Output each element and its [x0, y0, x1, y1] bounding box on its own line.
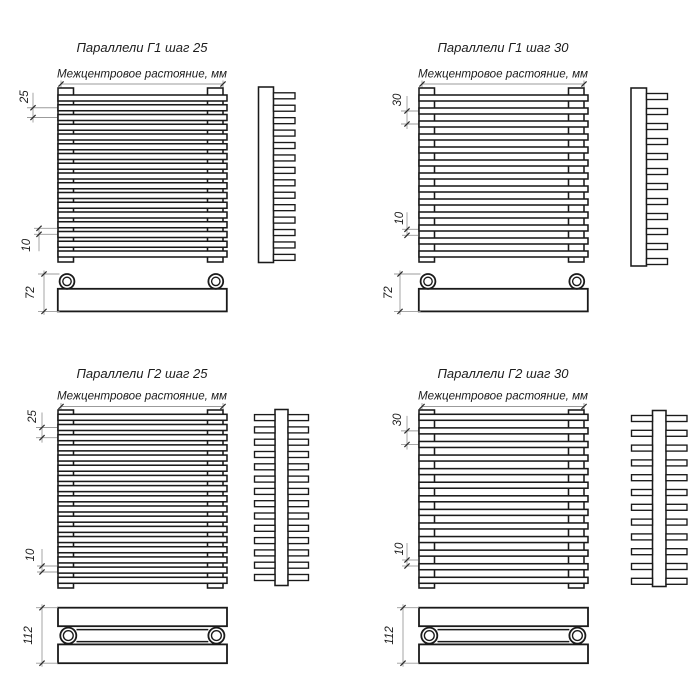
tube — [419, 173, 588, 179]
tube — [58, 547, 227, 553]
tube — [58, 163, 227, 169]
tube-height-dimension — [21, 226, 57, 252]
tube-end-stub — [255, 538, 276, 544]
pitch-dimension-label: 25 — [27, 410, 39, 423]
center-distance-label: Межцентровое растояние, мм — [57, 389, 227, 403]
tube-end-stub — [647, 169, 668, 175]
depth-dimension — [23, 604, 58, 667]
tube-end-stub — [274, 242, 296, 248]
tube — [419, 238, 588, 244]
side-view — [255, 410, 309, 586]
depth-dimension — [25, 271, 60, 315]
pitch-dimension-label: 30 — [392, 413, 404, 427]
tube-end-stub — [255, 513, 276, 519]
tube-end-stub — [255, 488, 276, 494]
tube — [419, 482, 588, 488]
tube-end-stub — [632, 504, 653, 510]
tube-end-stub — [255, 575, 276, 581]
tube-end-stub — [666, 519, 687, 525]
tube — [419, 509, 588, 515]
tube-end-stub — [632, 430, 653, 436]
tube — [419, 225, 588, 231]
quadrant-g2-step25 — [23, 366, 309, 667]
tube-end-stub — [632, 416, 653, 422]
tube — [58, 251, 227, 257]
tube-end-stub — [666, 490, 687, 496]
tube-end-stub — [666, 549, 687, 555]
tube-end-stub — [647, 139, 668, 145]
tube — [419, 134, 588, 140]
bottom-rail-back — [419, 644, 588, 663]
tube — [58, 424, 227, 430]
tube-end-stub — [647, 109, 668, 115]
tube — [58, 193, 227, 199]
tube-end-stub — [647, 94, 668, 100]
tube — [419, 469, 588, 475]
mount-circle-inner — [63, 631, 73, 641]
quadrant-g2-step30 — [384, 366, 687, 667]
tube-end-stub — [647, 124, 668, 130]
depth-dimension — [384, 604, 419, 667]
tube-height-dimension-label: 10 — [394, 211, 406, 225]
tube-end-stub — [666, 445, 687, 451]
side-collector — [631, 88, 647, 266]
quadrant-title: Параллели Г1 шаг 30 — [437, 40, 569, 55]
tube — [419, 564, 588, 570]
tube-end-stub — [666, 430, 687, 436]
tube — [419, 147, 588, 153]
tube — [419, 455, 588, 461]
tube-end-stub — [632, 445, 653, 451]
tube-end-stub — [647, 199, 668, 205]
tube — [58, 537, 227, 543]
quadrant-title: Параллели Г2 шаг 25 — [76, 366, 208, 381]
center-distance-label: Межцентровое растояние, мм — [57, 67, 227, 81]
mount-circle-inner — [424, 277, 432, 285]
tube — [419, 428, 588, 434]
bottom-rail — [419, 289, 588, 312]
depth-dimension — [383, 271, 421, 315]
tube — [58, 516, 227, 522]
tube — [419, 414, 588, 420]
center-distance-dimension — [58, 81, 225, 90]
tube — [419, 95, 588, 101]
tube-height-dimension — [394, 211, 418, 238]
tube-end-stub — [274, 143, 296, 149]
tube — [419, 199, 588, 205]
tube-end-stub — [632, 549, 653, 555]
side-view — [259, 87, 296, 263]
tube-end-stub — [288, 476, 309, 482]
tube-end-stub — [288, 538, 309, 544]
tube — [419, 212, 588, 218]
tube — [58, 465, 227, 471]
tube — [58, 557, 227, 563]
tube — [58, 577, 227, 583]
tube-end-stub — [274, 254, 296, 260]
tube-end-stub — [274, 118, 296, 124]
tube-end-stub — [255, 452, 276, 458]
tube — [419, 523, 588, 529]
tube-end-stub — [274, 230, 296, 236]
tube-end-stub — [288, 550, 309, 556]
depth-dimension-label: 72 — [383, 286, 395, 300]
tube-end-stub — [255, 476, 276, 482]
tube-end-stub — [274, 93, 296, 99]
tube — [58, 241, 227, 247]
pitch-dimension — [392, 413, 418, 450]
front-view — [58, 88, 227, 262]
tube — [58, 105, 227, 111]
mount-circle-inner — [212, 631, 222, 641]
depth-dimension-label: 112 — [384, 626, 396, 645]
tube-end-stub — [647, 244, 668, 250]
pitch-dimension — [27, 409, 57, 442]
tube — [58, 212, 227, 218]
tube-end-stub — [274, 205, 296, 211]
tube-end-stub — [632, 578, 653, 584]
tube-end-stub — [288, 415, 309, 421]
tube — [58, 173, 227, 179]
mount-circle-inner — [424, 631, 434, 641]
tube — [58, 134, 227, 140]
tube — [58, 222, 227, 228]
pitch-dimension-label: 30 — [392, 93, 404, 107]
tube — [419, 496, 588, 502]
side-collector — [275, 410, 288, 586]
mount-circle-inner — [573, 277, 581, 285]
tube-end-stub — [255, 439, 276, 445]
tube-end-stub — [288, 488, 309, 494]
tube — [58, 95, 227, 101]
side-view — [632, 411, 688, 587]
tube — [419, 108, 588, 114]
tube — [58, 506, 227, 512]
bottom-rail-front — [58, 608, 227, 627]
tube-end-stub — [632, 519, 653, 525]
tube — [58, 486, 227, 492]
tube-end-stub — [255, 501, 276, 507]
pitch-dimension — [392, 93, 418, 129]
tube-end-stub — [255, 415, 276, 421]
tube-end-stub — [274, 192, 296, 198]
tube — [58, 526, 227, 532]
side-collector — [259, 87, 274, 263]
tube-end-stub — [632, 564, 653, 570]
side-collector — [653, 411, 667, 587]
tube-end-stub — [647, 184, 668, 190]
bottom-view — [58, 608, 227, 664]
tube-end-stub — [288, 439, 309, 445]
tube — [58, 154, 227, 160]
tube — [419, 121, 588, 127]
tube-end-stub — [632, 534, 653, 540]
bottom-rail-back — [58, 644, 227, 663]
tube-height-dimension — [394, 542, 418, 569]
tube-end-stub — [647, 154, 668, 160]
quadrant-title: Параллели Г2 шаг 30 — [437, 366, 569, 381]
tube — [419, 577, 588, 583]
tube — [419, 186, 588, 192]
tube-end-stub — [288, 513, 309, 519]
bottom-view — [419, 274, 588, 311]
pitch-dimension-label: 25 — [19, 90, 31, 104]
tube — [419, 160, 588, 166]
tube-end-stub — [647, 229, 668, 235]
tube-end-stub — [288, 452, 309, 458]
bottom-rail-front — [419, 608, 588, 627]
tube-end-stub — [255, 427, 276, 433]
tube-end-stub — [274, 217, 296, 223]
tube-end-stub — [288, 427, 309, 433]
tube-end-stub — [666, 416, 687, 422]
center-distance-dimension — [419, 81, 586, 90]
tube-height-dimension-label: 10 — [394, 542, 406, 556]
tube-end-stub — [274, 130, 296, 136]
tube — [419, 251, 588, 257]
tube — [58, 445, 227, 451]
quadrant-g1-step25 — [19, 40, 295, 315]
mount-circle-inner — [212, 277, 220, 285]
tube-end-stub — [288, 501, 309, 507]
center-distance-dimension — [419, 403, 586, 411]
tube-end-stub — [255, 550, 276, 556]
tube-end-stub — [255, 562, 276, 568]
tube-end-stub — [255, 464, 276, 470]
tube-end-stub — [632, 460, 653, 466]
tube — [58, 183, 227, 189]
front-view — [419, 410, 588, 588]
tube-end-stub — [666, 504, 687, 510]
tube-end-stub — [632, 475, 653, 481]
front-view — [419, 88, 588, 262]
tube — [58, 202, 227, 208]
tube-end-stub — [288, 575, 309, 581]
tube-end-stub — [647, 259, 668, 265]
front-view — [58, 410, 227, 588]
tube-end-stub — [666, 475, 687, 481]
tube — [58, 435, 227, 441]
tube — [58, 232, 227, 238]
tube-height-dimension-label: 10 — [21, 238, 33, 252]
quadrant-g1-step30 — [383, 40, 668, 315]
side-view — [631, 88, 668, 266]
tube-end-stub — [666, 460, 687, 466]
tube-height-dimension — [25, 548, 57, 575]
tube — [58, 414, 227, 420]
tube-end-stub — [274, 167, 296, 173]
tube — [58, 475, 227, 481]
pitch-dimension — [19, 90, 57, 123]
tube-end-stub — [274, 180, 296, 186]
tube — [419, 550, 588, 556]
tube — [419, 441, 588, 447]
tube — [58, 115, 227, 121]
bottom-view — [419, 608, 588, 664]
tube-end-stub — [666, 564, 687, 570]
tube — [58, 124, 227, 130]
depth-dimension-label: 72 — [25, 286, 37, 300]
tube — [419, 537, 588, 543]
depth-dimension-label: 112 — [23, 626, 35, 645]
tube — [58, 455, 227, 461]
tube-end-stub — [274, 155, 296, 161]
tube-end-stub — [288, 464, 309, 470]
tube — [58, 144, 227, 150]
quadrant-title: Параллели Г1 шаг 25 — [76, 40, 208, 55]
tube — [58, 496, 227, 502]
bottom-view — [58, 274, 227, 311]
tube-end-stub — [255, 525, 276, 531]
mount-circle-inner — [573, 631, 583, 641]
center-distance-label: Межцентровое растояние, мм — [418, 389, 588, 403]
tube-end-stub — [647, 214, 668, 220]
tube-end-stub — [632, 490, 653, 496]
tube — [58, 567, 227, 573]
mount-circle-inner — [63, 277, 71, 285]
tube-end-stub — [288, 525, 309, 531]
bottom-rail — [58, 289, 227, 312]
tube-end-stub — [666, 578, 687, 584]
tube-end-stub — [666, 534, 687, 540]
center-distance-label: Межцентровое растояние, мм — [418, 67, 588, 81]
center-distance-dimension — [58, 403, 225, 411]
tube-end-stub — [288, 562, 309, 568]
tube-height-dimension-label: 10 — [25, 548, 37, 562]
tube-end-stub — [274, 105, 296, 111]
